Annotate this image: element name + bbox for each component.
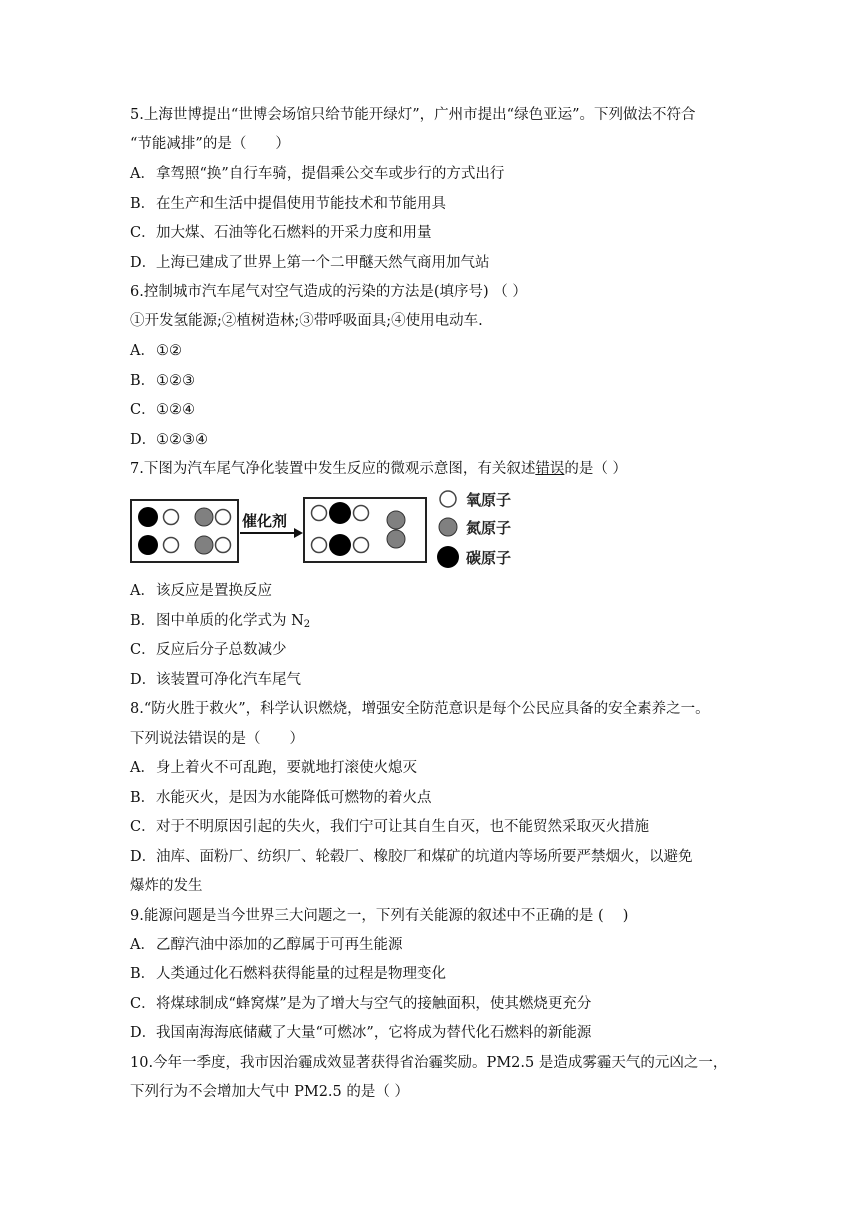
carbon-atom [329,534,351,556]
q7-stem-post: 的是（ ） [564,461,627,477]
option-letter: B． [130,373,156,389]
q8-option-b [130,788,432,808]
legend-carbon-swatch [437,546,459,568]
option-letter: D． [130,672,157,688]
q5-option-c [130,223,432,243]
option-text: 图中单质的化学式为 N [156,613,304,629]
nitrogen-atom [387,530,405,548]
q8-option-d [130,847,693,867]
option-text: 身上着火不可乱跑，要就地打滚使火熄灭 [156,760,417,776]
nitrogen-atom [195,508,213,526]
q6-choices: ①开发氢能源;②植树造林;③带呼吸面具;④使用电动车. [130,313,483,329]
option-letter: B． [130,790,156,806]
oxygen-atom [354,538,369,553]
q8-stem-line2: 下列说法错误的是（ ） [130,731,304,747]
option-text: ①② [156,343,182,359]
q6-option-c [130,400,195,420]
q6-option-d [130,430,208,450]
carbon-atom [138,507,158,527]
q5-option-a [130,164,504,184]
carbon-atom [138,535,158,555]
option-letter: A． [130,343,155,359]
catalyst-label: 催化剂 [242,512,288,530]
option-letter: C． [130,996,156,1012]
option-letter: C． [130,225,156,241]
q7-stem-underlined: 错误 [535,461,565,477]
oxygen-atom [312,506,327,521]
q8-stem-line1: 8.“防火胜于救火”，科学认识燃烧，增强安全防范意识是每个公民应具备的安全素养之一。 [130,701,710,717]
option-letter: B． [130,966,156,982]
option-letter: D． [130,1025,157,1041]
oxygen-atom [216,538,231,553]
option-letter: A． [130,166,155,182]
option-text: 反应后分子总数减少 [156,642,287,658]
option-letter: A． [130,760,155,776]
option-letter: D． [130,849,157,865]
nitrogen-atom [195,536,213,554]
q8-option-c [130,817,649,837]
q7-option-c [130,640,287,660]
option-text: 加大煤、石油等化石燃料的开采力度和用量 [156,225,432,241]
option-text: 该反应是置换反应 [156,583,272,599]
oxygen-atom [354,506,369,521]
legend-nitrogen-label: 氮原子 [466,519,512,537]
option-text: 将煤球制成“蜂窝煤”是为了增大与空气的接触面积，使其燃烧更充分 [156,996,592,1012]
option-text: 乙醇汽油中添加的乙醇属于可再生能源 [156,937,403,953]
option-letter: D． [130,432,157,448]
q10-stem-line1: 10.今年一季度，我市因治霾成效显著获得省治霾奖励。PM2.5 是造成雾霾天气的元凶之一， [130,1055,728,1071]
oxygen-atom [216,510,231,525]
oxygen-atom [164,538,179,553]
reaction-diagram-svg [130,490,530,570]
q5-stem-line2: “节能减排”的是（ ） [130,136,290,152]
q5-option-b [130,194,446,214]
option-letter: B． [130,613,156,629]
q6-option-b [130,371,195,391]
option-text: 在生产和生活中提倡使用节能技术和节能用具 [156,196,446,212]
q9-option-b [130,964,446,984]
nitrogen-atom [387,511,405,529]
option-text: ①②③④ [156,432,208,448]
subscript: 2 [303,619,311,630]
legend-oxygen-label: 氧原子 [466,491,512,509]
option-text: 人类通过化石燃料获得能量的过程是物理变化 [156,966,446,982]
reaction-diagram [130,490,530,570]
option-letter: A． [130,583,155,599]
legend-nitrogen-swatch [439,518,457,536]
option-text: ①②③ [156,373,195,389]
option-text: 我国南海海底储藏了大量“可燃冰”，它将成为替代化石燃料的新能源 [156,1025,592,1041]
q9-option-d [130,1023,591,1043]
option-letter: A． [130,937,155,953]
q7-stem-pre: 7.下图为汽车尾气净化装置中发生反应的微观示意图，有关叙述 [130,461,536,477]
q10-stem-line2: 下列行为不会增加大气中 PM2.5 的是（ ） [130,1084,409,1100]
option-letter: C． [130,819,156,835]
option-letter: D． [130,255,157,271]
option-letter: B． [130,196,156,212]
q7-stem [130,459,627,479]
legend-oxygen-swatch [440,491,456,507]
q5-stem-line1: 5.上海世博提出“世博会场馆只给节能开绿灯”，广州市提出“绿色亚运”。下列做法不符合 [130,107,696,123]
q5-option-d [130,253,490,273]
q7-option-d [130,670,301,690]
q6-option-a [130,341,182,361]
option-text: 该装置可净化汽车尾气 [156,672,301,688]
q9-option-a [130,935,403,955]
q9-option-c [130,994,591,1014]
carbon-atom [329,502,351,524]
q7-option-a [130,581,272,601]
legend-carbon-label: 碳原子 [466,549,512,567]
reaction-arrow-head [294,528,303,538]
option-letter: C． [130,642,156,658]
q8-option-a [130,758,417,778]
option-text: ①②④ [156,402,195,418]
option-text: 上海已建成了世界上第一个二甲醚天然气商用加气站 [156,255,490,271]
oxygen-atom [312,538,327,553]
oxygen-atom [164,510,179,525]
option-text: 水能灭火，是因为水能降低可燃物的着火点 [156,790,432,806]
q9-stem: 9.能源问题是当今世界三大问题之一，下列有关能源的叙述中不正确的是 ( ) [130,908,629,924]
q7-option-b [130,611,310,635]
option-text: 油库、面粉厂、纺织厂、轮毂厂、橡胶厂和煤矿的坑道内等场所要严禁烟火，以避免 [156,849,693,865]
option-text: 拿驾照“换”自行车骑，提倡乘公交车或步行的方式出行 [156,166,505,182]
q6-stem: 6.控制城市汽车尾气对空气造成的污染的方法是(填序号) （ ） [130,284,527,300]
q8-option-d-cont: 爆炸的发生 [130,878,203,894]
option-text: 对于不明原因引起的失火，我们宁可让其自生自灭，也不能贸然采取灭火措施 [156,819,649,835]
option-letter: C． [130,402,156,418]
